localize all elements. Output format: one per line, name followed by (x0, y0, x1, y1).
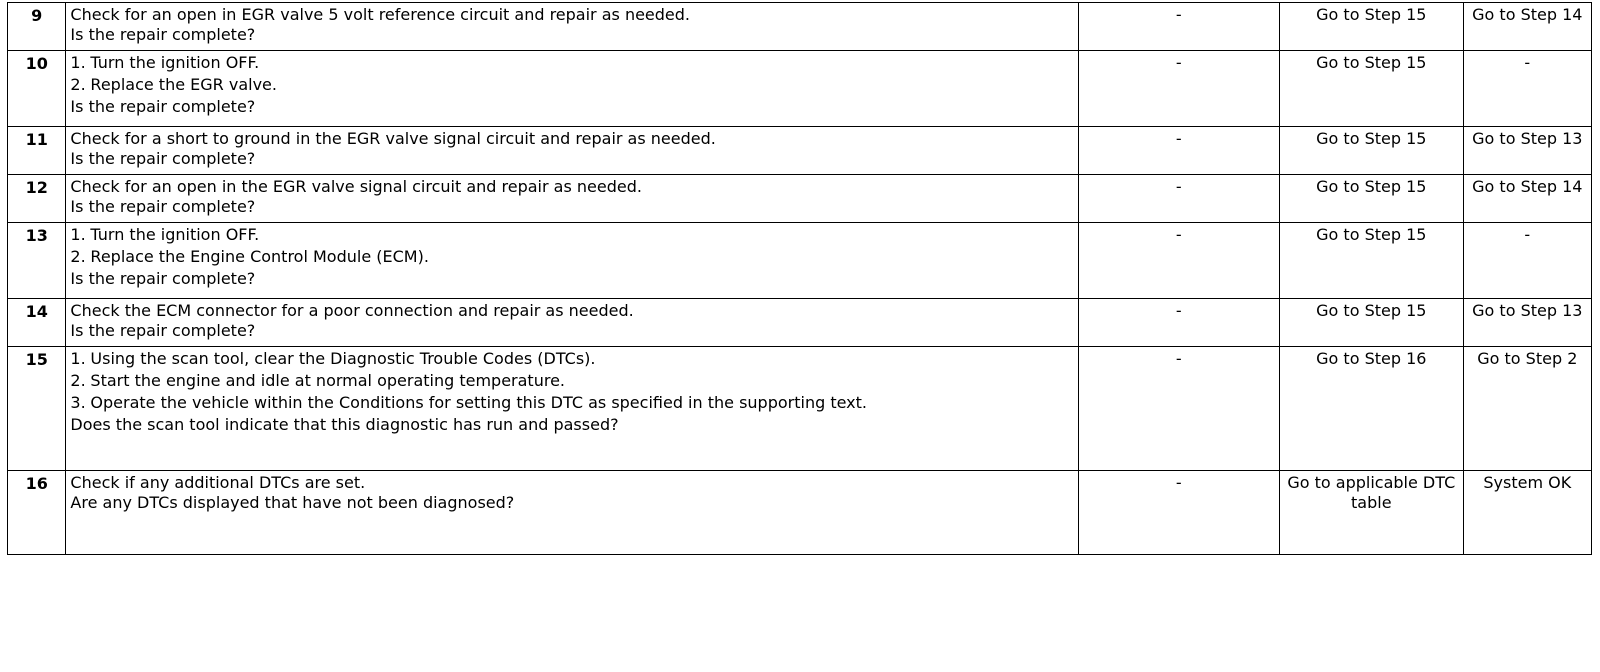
action-step-text: Replace the Engine Control Module (ECM). (90, 247, 429, 266)
step-action (66, 127, 1078, 175)
table-row (8, 3, 1592, 51)
action-steps-list (70, 349, 1071, 413)
action-step-item (70, 393, 1071, 413)
step-value: - (1078, 127, 1279, 175)
no-result: Go to Step 13 (1463, 127, 1591, 175)
table-row (8, 223, 1592, 299)
step-value: - (1078, 175, 1279, 223)
table-row (8, 51, 1592, 127)
step-number: 16 (8, 471, 66, 555)
no-result: Go to Step 14 (1463, 3, 1591, 51)
action-text: Check if any additional DTCs are set. (70, 473, 366, 492)
action-step-text: Start the engine and idle at normal operating temperature. (90, 371, 565, 390)
action-step-number: 3. (70, 393, 86, 412)
action-step-number: 2. (70, 247, 86, 266)
table-row (8, 299, 1592, 347)
action-step-text: Operate the vehicle within the Conditions for setting this DTC as specified in the supporting text. (90, 393, 867, 412)
step-action (66, 3, 1078, 51)
yes-result: Go to Step 15 (1279, 3, 1463, 51)
table-body (8, 3, 1592, 555)
action-text: Check the ECM connector for a poor connection and repair as needed. (70, 301, 634, 320)
step-number: 11 (8, 127, 66, 175)
action-step-number: 1. (70, 225, 86, 244)
action-text: Is the repair complete? (70, 197, 256, 216)
yes-result: Go to Step 16 (1279, 347, 1463, 471)
action-text: Is the repair complete? (70, 321, 256, 340)
yes-result: Go to Step 15 (1279, 127, 1463, 175)
action-step-item (70, 53, 1071, 73)
step-value: - (1078, 471, 1279, 555)
step-action (66, 347, 1078, 471)
action-text: Check for an open in EGR valve 5 volt reference circuit and repair as needed. (70, 5, 691, 24)
action-step-text: Using the scan tool, clear the Diagnostic Trouble Codes (DTCs). (90, 349, 596, 368)
action-step-item (70, 247, 1071, 267)
action-steps-list (70, 53, 1071, 95)
action-step-number: 1. (70, 53, 86, 72)
action-step-text: Turn the ignition OFF. (90, 53, 260, 72)
yes-result: Go to Step 15 (1279, 51, 1463, 127)
action-step-item (70, 75, 1071, 95)
action-step-number: 2. (70, 75, 86, 94)
step-action (66, 175, 1078, 223)
yes-result: Go to applicable DTC table (1279, 471, 1463, 555)
action-step-text: Replace the EGR valve. (90, 75, 277, 94)
no-result: Go to Step 2 (1463, 347, 1591, 471)
action-question: Is the repair complete? (70, 269, 256, 288)
step-value: - (1078, 299, 1279, 347)
action-step-item (70, 371, 1071, 391)
step-value: - (1078, 51, 1279, 127)
action-step-item (70, 225, 1071, 245)
step-number: 15 (8, 347, 66, 471)
no-result: - (1463, 51, 1591, 127)
step-number: 10 (8, 51, 66, 127)
yes-result: Go to Step 15 (1279, 175, 1463, 223)
step-action (66, 51, 1078, 127)
table-row (8, 127, 1592, 175)
action-text: Check for a short to ground in the EGR valve signal circuit and repair as needed. (70, 129, 716, 148)
action-question: Is the repair complete? (70, 97, 256, 116)
no-result: - (1463, 223, 1591, 299)
step-action (66, 471, 1078, 555)
yes-result: Go to Step 15 (1279, 223, 1463, 299)
step-value: - (1078, 223, 1279, 299)
step-number: 9 (8, 3, 66, 51)
action-text: Are any DTCs displayed that have not been diagnosed? (70, 493, 515, 512)
step-number: 13 (8, 223, 66, 299)
table-row (8, 471, 1592, 555)
no-result: Go to Step 13 (1463, 299, 1591, 347)
action-text: Check for an open in the EGR valve signal circuit and repair as needed. (70, 177, 642, 196)
action-step-item (70, 349, 1071, 369)
diagnostic-table (7, 2, 1592, 555)
step-action (66, 299, 1078, 347)
action-question: Does the scan tool indicate that this diagnostic has run and passed? (70, 415, 619, 434)
step-number: 14 (8, 299, 66, 347)
table-row (8, 347, 1592, 471)
step-value: - (1078, 3, 1279, 51)
step-value: - (1078, 347, 1279, 471)
action-steps-list (70, 225, 1071, 267)
action-step-number: 2. (70, 371, 86, 390)
no-result: Go to Step 14 (1463, 175, 1591, 223)
step-number: 12 (8, 175, 66, 223)
yes-result: Go to Step 15 (1279, 299, 1463, 347)
action-text: Is the repair complete? (70, 25, 256, 44)
action-step-text: Turn the ignition OFF. (90, 225, 260, 244)
table-row (8, 175, 1592, 223)
action-text: Is the repair complete? (70, 149, 256, 168)
action-step-number: 1. (70, 349, 86, 368)
step-action (66, 223, 1078, 299)
no-result: System OK (1463, 471, 1591, 555)
